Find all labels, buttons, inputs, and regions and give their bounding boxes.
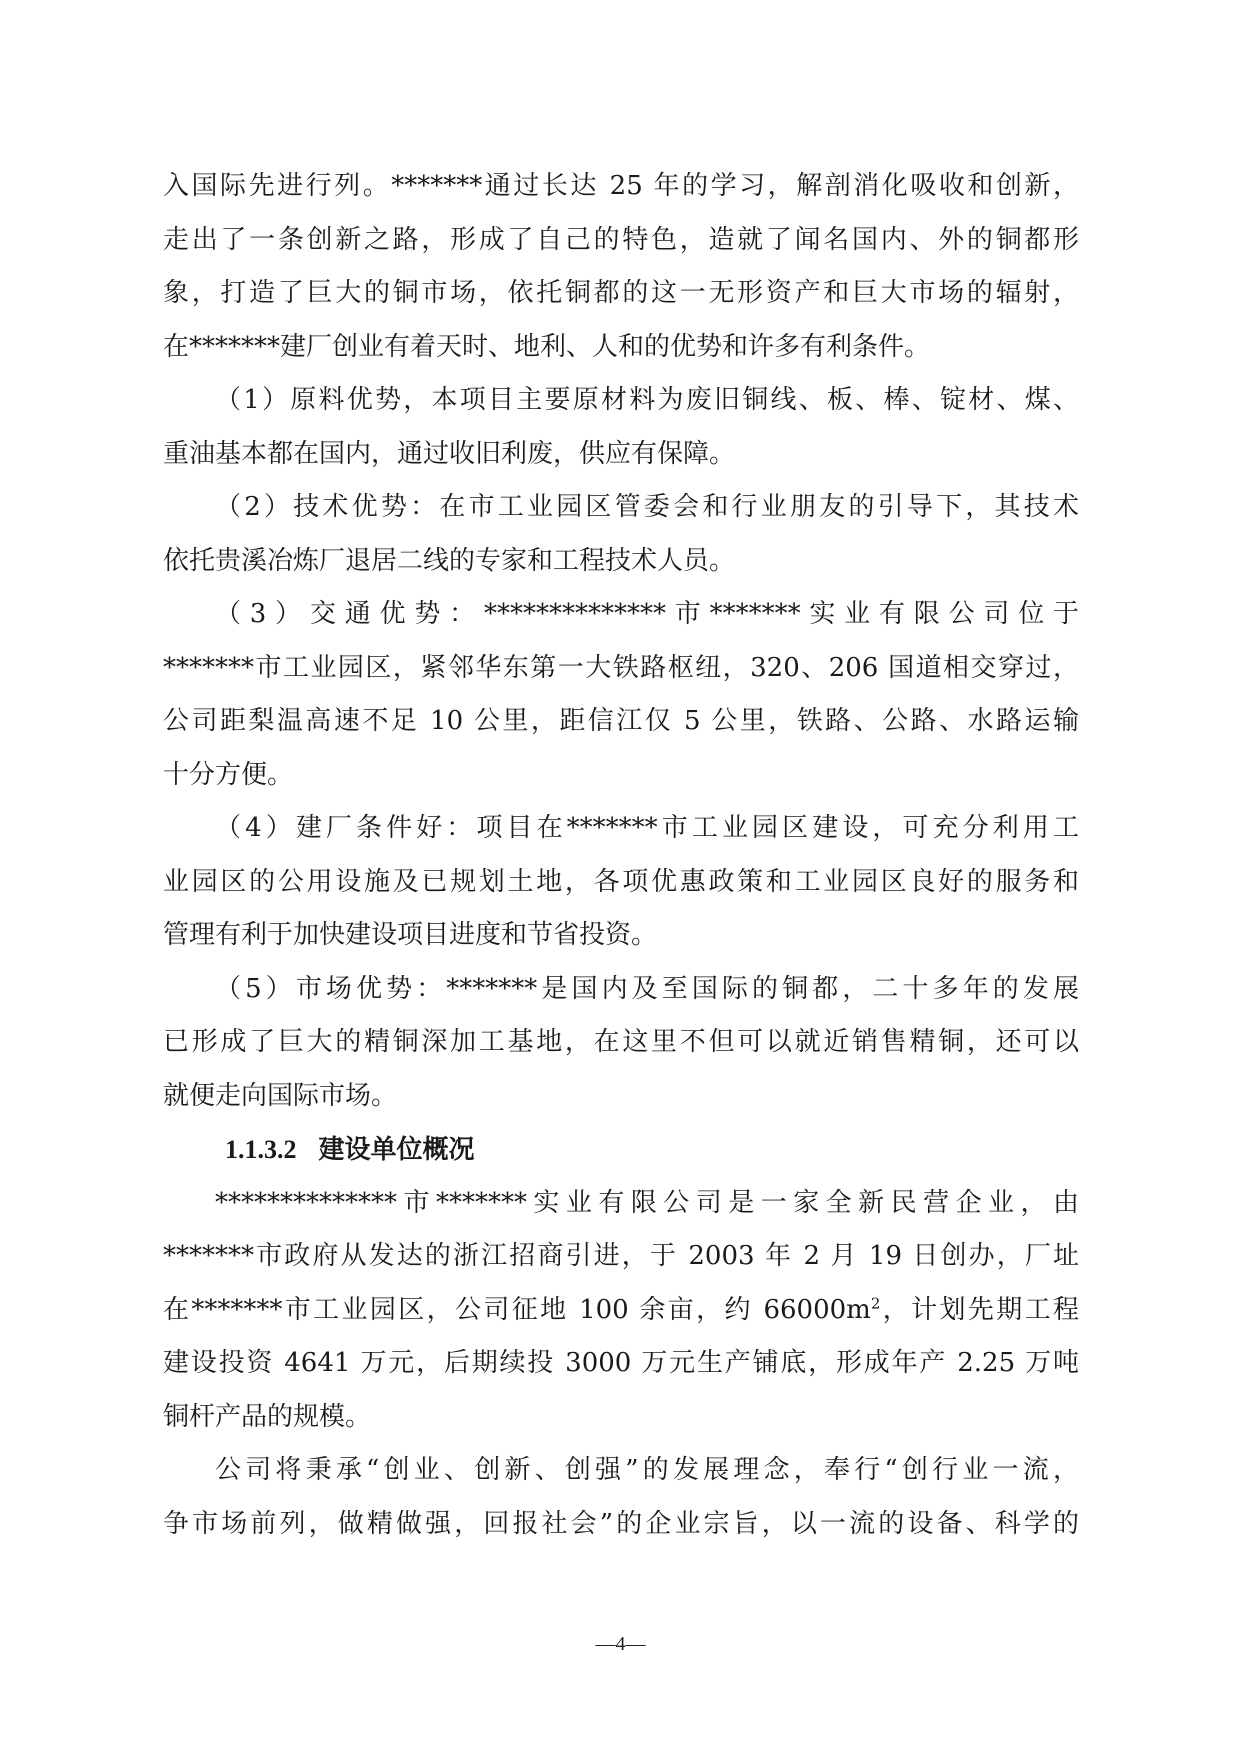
text-line: 业园区的公用设施及已规划土地，各项优惠政策和工业园区良好的服务和 xyxy=(163,866,1079,897)
text-line: *******市工业园区，紧邻华东第一大铁路枢纽，320、206 国道相交穿过， xyxy=(163,652,1079,683)
section-heading xyxy=(163,1123,1079,1177)
paragraph xyxy=(163,1444,1079,1551)
paragraph xyxy=(163,963,1079,1124)
paragraph xyxy=(163,481,1079,588)
page-number: —4— xyxy=(595,1633,646,1655)
text-line: 建设投资 4641 万元，后期续投 3000 万元生产铺底，形成年产 2.25 万吨 xyxy=(163,1348,1079,1378)
text-line: 就便走向国际市场。 xyxy=(163,1080,398,1111)
text-line: 入国际先进行列。*******通过长达 25 年的学习，解剖消化吸收和创新， xyxy=(163,171,1079,201)
text-line: 铜杆产品的规模。 xyxy=(163,1401,372,1432)
text-line: 十分方便。 xyxy=(163,759,294,790)
section-number: 1.1.3.2 xyxy=(225,1135,297,1164)
text-line: 重油基本都在国内，通过收旧利废，供应有保障。 xyxy=(163,438,736,469)
paragraph xyxy=(163,374,1079,481)
paragraph xyxy=(163,588,1079,802)
text-line: **************市*******实业有限公司是一家全新民营企业，由 xyxy=(215,1187,1079,1218)
text-line: 在*******建厂创业有着天时、地利、人和的优势和许多有利条件。 xyxy=(163,331,931,362)
text-line: 依托贵溪冶炼厂退居二线的专家和工程技术人员。 xyxy=(163,545,736,576)
text-line: 已形成了巨大的精铜深加工基地，在这里不但可以就近销售精铜，还可以 xyxy=(163,1027,1079,1057)
text-line xyxy=(163,1284,1079,1338)
text-segment: ，计划先期工程 xyxy=(880,1294,1079,1325)
paragraph xyxy=(163,802,1079,963)
text-line: 公司将秉承“创业、创新、创强”的发展理念，奉行“创行业一流， xyxy=(215,1455,1079,1485)
body-text xyxy=(163,160,1079,1551)
paragraph xyxy=(163,160,1079,374)
text-line: 象，打造了巨大的铜市场，依托铜都的这一无形资产和巨大市场的辐射， xyxy=(163,278,1079,308)
text-line: 走出了一条创新之路，形成了自己的特色，造就了闻名国内、外的铜都形 xyxy=(163,224,1079,255)
text-line: 管理有利于加快建设项目进度和节省投资。 xyxy=(163,920,658,950)
text-line: （2）技术优势：在市工业园区管委会和行业朋友的引导下，其技术 xyxy=(215,492,1079,522)
text-line: （5）市场优势：*******是国内及至国际的铜都，二十多年的发展 xyxy=(215,973,1079,1004)
text-line: （1）原料优势，本项目主要原材料为废旧铜线、板、棒、锭材、煤、 xyxy=(215,385,1079,415)
text-line: 公司距梨温高速不足 10 公里，距信江仅 5 公里，铁路、公路、水路运输 xyxy=(163,706,1079,736)
text-line: *******市政府从发达的浙江招商引进，于 2003 年 2 月 19 日创办，厂址 xyxy=(163,1241,1079,1271)
text-line: 争市场前列，做精做强，回报社会”的企业宗旨，以一流的设备、科学的 xyxy=(163,1508,1079,1539)
text-line: （3）交通优势：**************市*******实业有限公司位于 xyxy=(215,599,1079,629)
paragraph xyxy=(163,1177,1079,1445)
section-title: 建设单位概况 xyxy=(318,1135,475,1164)
text-segment: 在*******市工业园区，公司征地 100 余亩，约 66000m xyxy=(163,1294,871,1325)
text-line: （4）建厂条件好：项目在*******市工业园区建设，可充分利用工 xyxy=(215,813,1079,843)
superscript: 2 xyxy=(870,1293,881,1312)
